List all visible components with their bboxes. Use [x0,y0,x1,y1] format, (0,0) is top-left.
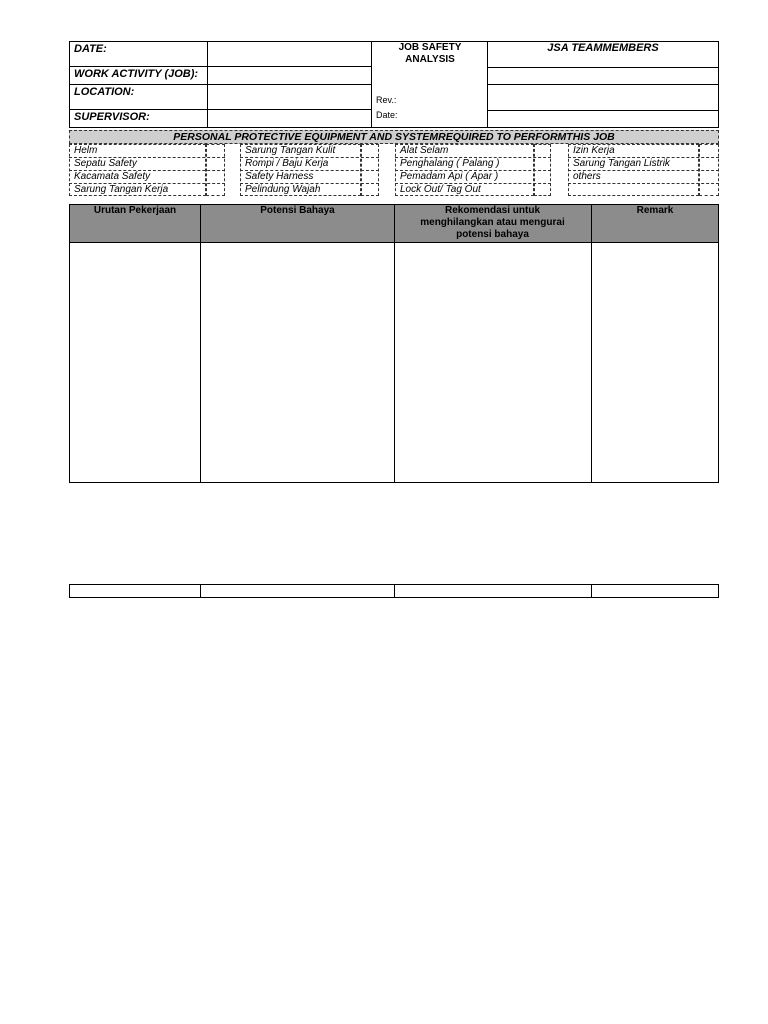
location-label: LOCATION: [74,86,135,98]
ppe-checkbox-column[interactable] [206,144,225,196]
ppe-label: Safety Harness [245,171,314,182]
supervisor-label: SUPERVISOR: [74,111,150,123]
team-label: JSA TEAMMEMBERS [547,42,659,54]
work-activity-field[interactable] [208,67,371,84]
table-cell-remark[interactable] [592,244,718,482]
date-field[interactable] [208,42,371,66]
table-cell-urutan[interactable] [70,244,200,482]
ppe-banner-text: PERSONAL PROTECTIVE EQUIPMENT AND SYSTEMREQUIRED TO PERFORMTHIS JOB [173,131,615,143]
ppe-label: Rompi / Baju Kerja [245,158,329,169]
header-potensi-bahaya: Potensi Bahaya [260,205,335,216]
ppe-label: Pelindung Wajah [245,184,321,195]
date-label: DATE: [74,43,107,55]
ppe-label: others [573,171,601,182]
ppe-label: Penghalang ( Palang ) [400,158,500,169]
ppe-label: Alat Selam [400,145,449,156]
header-urutan-pekerjaan: Urutan Pekerjaan [93,205,177,216]
ppe-label: Sepatu Safety [74,158,137,169]
team-member-field[interactable] [488,68,718,84]
jsa-title: JOB SAFETY ANALYSIS [398,42,462,65]
header-rekomendasi: Rekomendasi untuk menghilangkan atau mengurai potensi bahaya [420,205,565,240]
column-divider [591,584,592,598]
team-member-field[interactable] [488,85,718,110]
ppe-label: Sarung Tangan Listrik [573,158,670,169]
team-member-field[interactable] [488,111,718,127]
ppe-checkbox-column[interactable] [699,144,719,196]
table-cell-potensi[interactable] [201,244,394,482]
ppe-label: Sarung Tangan Kulit [245,145,336,156]
ppe-checkbox-column[interactable] [361,144,379,196]
location-field[interactable] [208,85,371,109]
ppe-label: Sarung Tangan Kerja [74,184,169,195]
supervisor-field[interactable] [208,110,371,127]
column-divider [200,584,201,598]
ppe-label: Izin Kerja [573,145,615,156]
table-cell-rekomendasi[interactable] [395,244,591,482]
ppe-label: Lock Out/ Tag Out [400,184,481,195]
ppe-label: Helm [74,145,98,156]
rev-label: Rev.: [376,95,397,105]
header-remark: Remark [636,205,674,216]
work-activity-label: WORK ACTIVITY (JOB): [74,68,199,80]
column-divider [394,584,395,598]
ppe-row-divider [568,183,719,184]
ppe-label: Kacamata Safety [74,171,151,182]
date-small-label: Date: [376,110,398,120]
ppe-label: Pemadam Api ( Apar ) [400,171,499,182]
ppe-checkbox-column[interactable] [534,144,551,196]
